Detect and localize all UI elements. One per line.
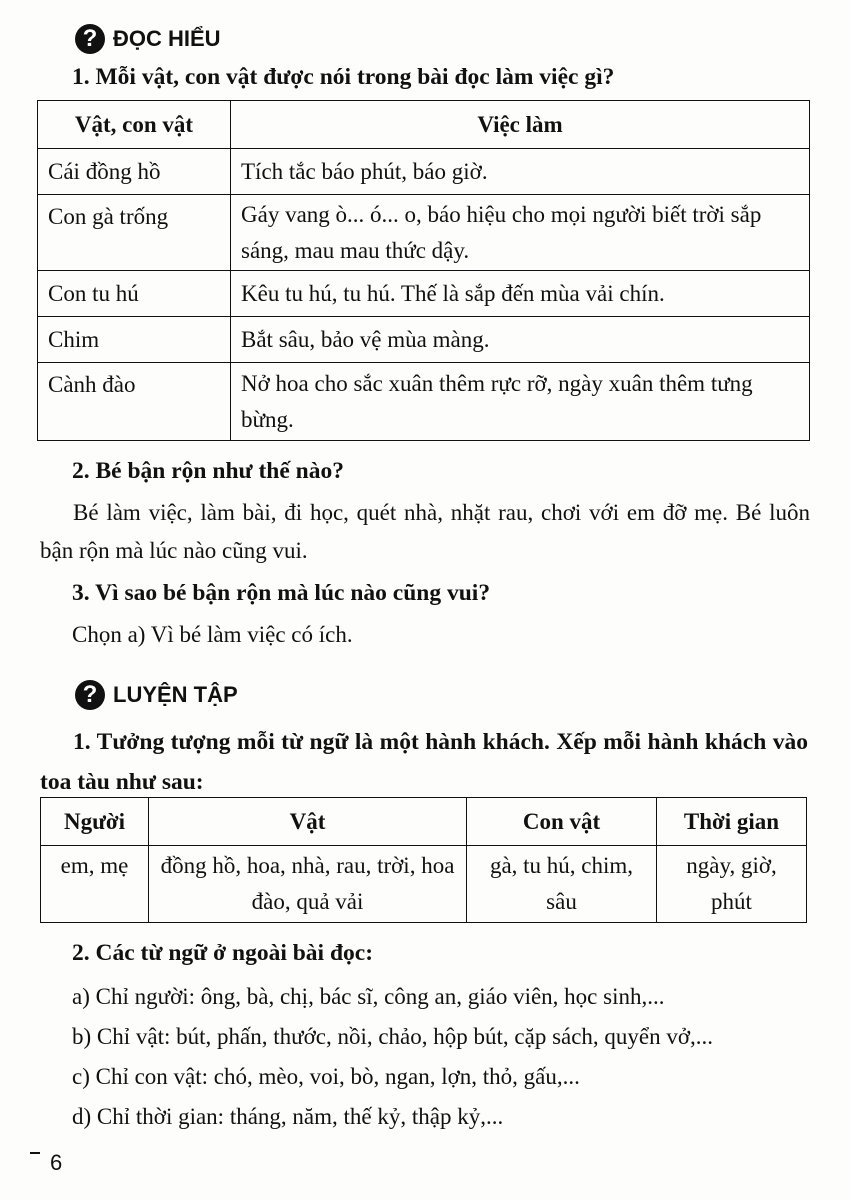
table-cell: gà, tu hú, chim, sâu [467,846,657,923]
activities-table [37,100,810,441]
table-cell: Kêu tu hú, tu hú. Thế là sắp đến mùa vải chín. [231,271,810,317]
list-item: b) Chỉ vật: bút, phấn, thước, nồi, chảo, hộp bút, cặp sách, quyển vở,... [72,1024,714,1049]
exercise-1: 1. Tưởng tượng mỗi từ ngữ là một hành khách. Xếp mỗi hành khách vào toa tàu như sau: [40,729,808,795]
list-item: c) Chỉ con vật: chó, mèo, voi, bò, ngan, lợn, thỏ, gấu,... [72,1064,580,1089]
footer-dash [30,1152,40,1154]
table-row [38,149,810,195]
table-header: Việc làm [231,101,810,149]
table-cell: Con tu hú [38,271,231,317]
table-header: Thời gian [657,798,807,846]
table-cell: Con gà trống [38,195,231,271]
question-3: 3. Vì sao bé bận rộn mà lúc nào cũng vui? [72,580,491,606]
table-header: Người [41,798,149,846]
section-heading-doc-hieu [75,24,221,54]
section-title: ĐỌC HIỂU [113,26,221,51]
table-row [38,317,810,363]
table-row [38,271,810,317]
table-cell: Cái đồng hồ [38,149,231,195]
table-header: Con vật [467,798,657,846]
question-2: 2. Bé bận rộn như thế nào? [72,458,345,484]
question-1: 1. Mỗi vật, con vật được nói trong bài đọc làm việc gì? [72,64,615,90]
table-cell: Gáy vang ò... ó... o, báo hiệu cho mọi người biết trời sắp sáng, mau mau thức dậy. [231,195,810,271]
question-circle-icon: ? [75,680,105,710]
table-cell: Tích tắc báo phút, báo giờ. [231,149,810,195]
page-number: 6 [50,1150,63,1175]
table-cell: em, mẹ [41,846,149,923]
table-header: Vật [149,798,467,846]
table-row [38,363,810,441]
table-cell: Chim [38,317,231,363]
word-table [40,797,807,923]
list-item: d) Chỉ thời gian: tháng, năm, thế kỷ, thập kỷ,... [72,1104,504,1129]
table-cell: Nở hoa cho sắc xuân thêm rực rỡ, ngày xuân thêm tưng bừng. [231,363,810,441]
section-heading-luyen-tap [75,680,238,710]
table-row [38,195,810,271]
list-item: a) Chỉ người: ông, bà, chị, bác sĩ, công an, giáo viên, học sinh,... [72,984,665,1009]
exercise-2: 2. Các từ ngữ ở ngoài bài đọc: [72,940,374,966]
answer-3: Chọn a) Vì bé làm việc có ích. [72,622,353,647]
answer-2: Bé làm việc, làm bài, đi học, quét nhà, nhặt rau, chơi với em đỡ mẹ. Bé luôn bận rộn mà lúc nào cũng vui. [40,500,810,563]
question-circle-icon: ? [75,24,105,54]
table-cell: ngày, giờ, phút [657,846,807,923]
table-header: Vật, con vật [38,101,231,149]
table-cell: đồng hồ, hoa, nhà, rau, trời, hoa đào, quả vải [149,846,467,923]
table-cell: Bắt sâu, bảo vệ mùa màng. [231,317,810,363]
table-cell: Cành đào [38,363,231,441]
table-row [41,846,807,923]
section-title: LUYỆN TẬP [113,682,238,707]
